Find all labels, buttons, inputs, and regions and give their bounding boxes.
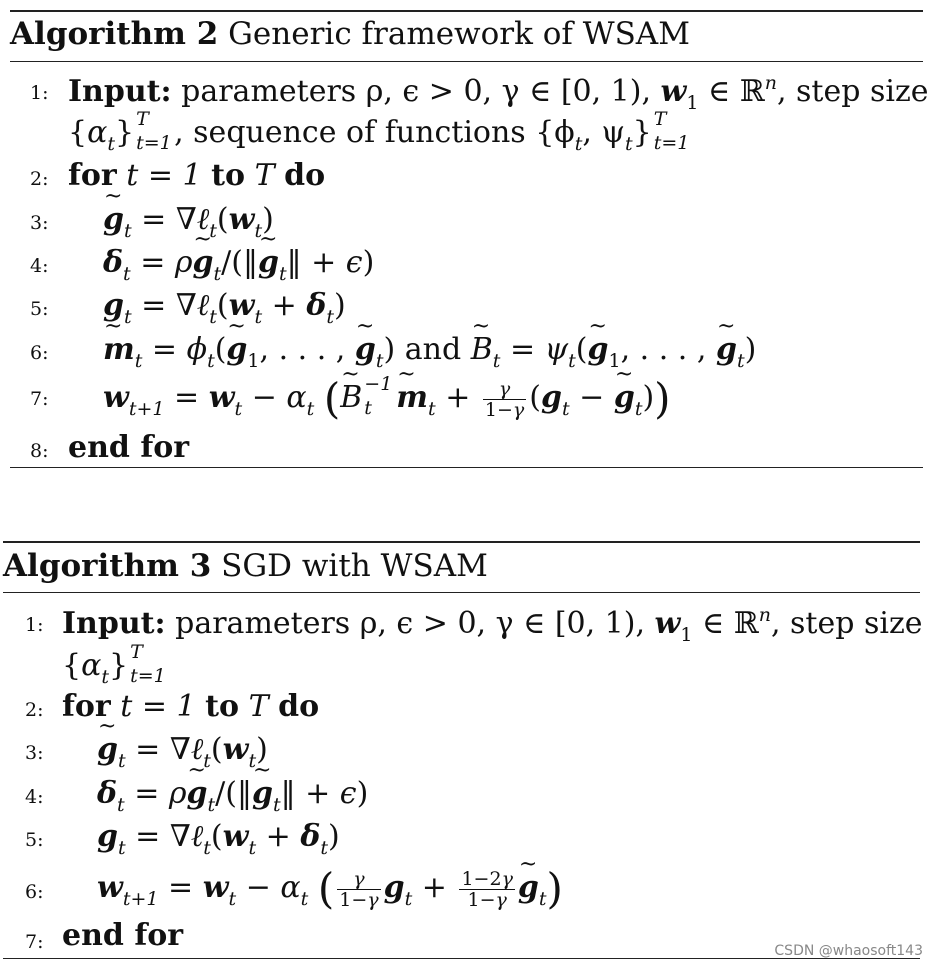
end-for-keyword: end for (62, 918, 184, 953)
algo2-line-4: $\delta_t$ = ρ~ $g_t/(‖\sim$ $g_t‖ + \epsilon$) (103, 245, 374, 285)
loop-end: T (245, 158, 285, 193)
algo3-line-number: 2: (25, 699, 44, 721)
for-keyword: for (68, 158, 117, 193)
algo2-title-text: Generic framework of WSAM (228, 16, 690, 52)
algo3-line-number: 3: (25, 742, 44, 764)
algo2-line-number: 7: (30, 388, 49, 410)
loop-var: t = 1 (116, 158, 212, 193)
input-params: parameters ρ, ϵ > 0, γ ∈ [0, 1), (175, 606, 655, 641)
functions-text: , sequence of functions {ϕ (174, 115, 575, 150)
do-keyword: do (278, 689, 320, 724)
algo2-line-number: 2: (30, 168, 49, 190)
algo2-line-8 (68, 430, 189, 465)
input-keyword: Input: (68, 74, 172, 109)
algo3-label: Algorithm 3 (3, 548, 212, 584)
algo3-top-rule (3, 541, 920, 543)
to-keyword: to (205, 689, 240, 724)
algo2-line-number: 6: (30, 342, 49, 364)
algo3-title-text: SGD with WSAM (221, 548, 488, 584)
algo3-line-1: Input: parameters ρ, ϵ > 0, γ ∈ [0, 1), $w_1$ ∈ ℝ$^n$, step size (62, 604, 923, 646)
algo2-line-number: 1: (30, 82, 49, 104)
algo2-title (10, 16, 690, 52)
algo3-line-5: $g_t$ = $\nabla\ell_t(w_t + \delta_t)$ (97, 819, 340, 859)
input-space: ∈ ℝ (692, 606, 759, 641)
loop-end: T (239, 689, 279, 724)
loop-var: t = 1 (110, 689, 206, 724)
algo3-line-number: 4: (25, 786, 44, 808)
watermark: CSDN @whaosoft143 (774, 943, 923, 959)
algo3-line-number: 1: (25, 614, 44, 636)
algo2-label: Algorithm 2 (10, 16, 219, 52)
algo2-line-number: 4: (30, 255, 49, 277)
algo3-line-1-cont: $\{\alpha_t\}$ T t=1 (62, 641, 166, 688)
psi-text: , ψ (582, 115, 626, 150)
input-step: , step size (770, 606, 923, 641)
algo2-line-number: 5: (30, 298, 49, 320)
algo2-mid-rule (10, 61, 923, 62)
algo2-line-3: ~ $g_t$ = $\nabla\ell_t(w_t)$ (103, 202, 274, 242)
input-params: parameters ρ, ϵ > 0, γ ∈ [0, 1), (181, 74, 661, 109)
input-space: ∈ ℝ (698, 74, 765, 109)
algo3-line-number: 6: (25, 881, 44, 903)
algo3-mid-rule (3, 592, 920, 593)
algo2-line-6: ~ $m_t$ = $\phi_t(\sim$ $g_1$, . . . , ~ $g_t$) and ~ $B_t$ = $\psi_t(\sim$ $g_1$, . . . , ~ $g_t$) (103, 332, 756, 372)
input-step: , step size (776, 74, 929, 109)
algo2-line-7: $w_{t+1} = w_t - \alpha_t$ (~ B −1 t ~ $m_t$ + $\frac{\gamma}{1-\gamma}$ ($g_t$ − ~ $g_t$)) (103, 374, 671, 423)
algo2-line-1: Input: parameters ρ, ϵ > 0, γ ∈ [0, 1), $w_1$ ∈ ℝ$^n$, step size (68, 72, 929, 114)
close-brace: } (632, 115, 652, 150)
input-keyword: Input: (62, 606, 166, 641)
to-keyword: to (211, 158, 246, 193)
algo3-line-7 (62, 918, 183, 953)
algo3-line-number: 5: (25, 829, 44, 851)
algo3-line-3: ~ $g_t$ = $\nabla\ell_t(w_t)$ (97, 732, 268, 772)
algo2-line-1-cont: $\{\alpha_t\}$ T t=1 , sequence of functions {$\phi_t$, $\psi_t$} T t=1 (68, 108, 690, 155)
algo3-line-number: 7: (25, 931, 44, 953)
do-keyword: do (284, 158, 326, 193)
end-for-keyword: end for (68, 430, 190, 465)
algo2-line-number: 3: (30, 212, 49, 234)
algo2-bottom-rule (10, 467, 923, 468)
algo3-line-4: $\delta_t$ = ρ~ $g_t/(‖\sim$ $g_t‖ + \epsilon$) (97, 776, 368, 816)
and-text: and (404, 332, 462, 367)
for-keyword: for (62, 689, 111, 724)
algo2-top-rule (10, 10, 923, 12)
algo2-line-5: $g_t$ = $\nabla\ell_t(w_t + \delta_t)$ (103, 288, 346, 328)
algo3-line-6: $w_{t+1} = w_t - \alpha_t$ ( $\frac{\gamma}{1-\gamma}$ $g_t$ + $\frac{1-2\gamma}{1-\gamma}$ ~ $g_t$) (97, 864, 563, 913)
algo2-line-number: 8: (30, 440, 49, 462)
algo3-title (3, 548, 488, 584)
